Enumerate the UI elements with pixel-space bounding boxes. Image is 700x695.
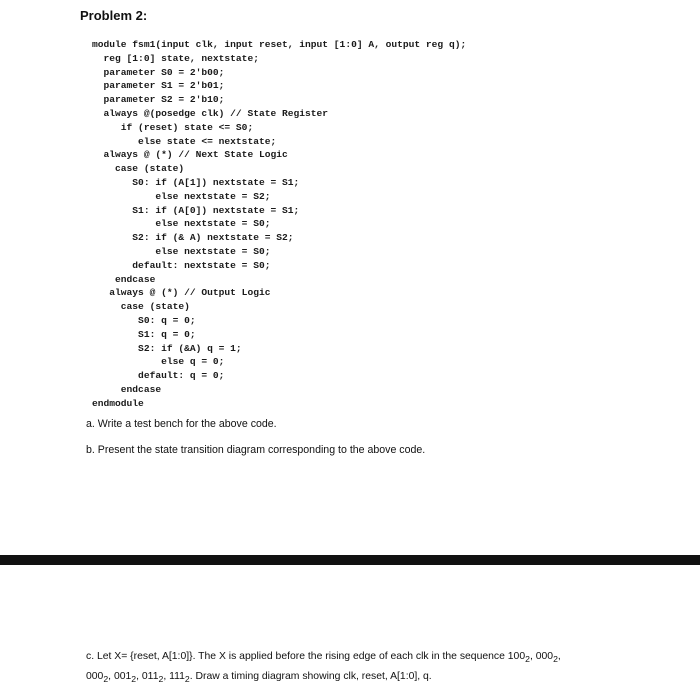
code-line: module fsm1(input clk, input reset, input [1:0] A, output reg q); (92, 39, 467, 50)
sequence-value: 100 (507, 651, 526, 662)
code-line: always @(posedge clk) // State Register (92, 107, 329, 119)
base-subscript: 2 (184, 674, 190, 685)
code-line: reg [1:0] state, nextstate; (92, 52, 259, 64)
code-line: S1: q = 0; (92, 328, 196, 340)
code-line: case (state) (92, 163, 185, 175)
separator: , (529, 651, 536, 662)
code-line: else nextstate = S0; (92, 245, 271, 257)
code-line: else q = 0; (92, 356, 225, 368)
code-line: case (state) (92, 301, 190, 313)
question-c-tail: . Draw a timing diagram showing clk, reset, A[1:0], q. (189, 671, 432, 683)
code-line: default: q = 0; (92, 370, 225, 382)
sequence-value: 000 (86, 671, 104, 683)
separator: , (557, 651, 561, 662)
code-line: endmodule (92, 397, 144, 409)
section-divider (0, 555, 700, 565)
code-line: else state <= nextstate; (92, 135, 277, 147)
question-c-intro: c. Let X= {reset, A[1:0]}. The X is applied before the rising edge of each clk in the sequence (86, 651, 508, 662)
code-line: S0: if (A[1]) nextstate = S1; (92, 176, 300, 188)
code-line: else nextstate = S0; (92, 218, 271, 230)
code-line: else nextstate = S2; (92, 190, 271, 202)
base-subscript: 2 (158, 674, 164, 685)
question-a: a. Write a test bench for the above code. (86, 418, 277, 430)
code-line: always @ (*) // Output Logic (92, 287, 271, 299)
code-line: endcase (92, 383, 162, 395)
code-line: S0: q = 0; (92, 314, 196, 326)
verilog-code-block (92, 38, 652, 411)
separator: , (163, 671, 170, 683)
code-line: parameter S0 = 2'b00; (92, 66, 225, 78)
base-subscript: 2 (131, 674, 137, 685)
sequence-value: 000 (535, 651, 554, 662)
separator: , (108, 671, 114, 683)
sequence-value: 111 (169, 671, 185, 683)
code-line: S1: if (A[0]) nextstate = S1; (92, 204, 300, 216)
code-line: always @ (*) // Next State Logic (92, 149, 288, 161)
base-subscript: 2 (525, 654, 530, 665)
sequence-value: 011 (141, 671, 159, 683)
code-line: S2: if (&A) q = 1; (92, 342, 242, 354)
code-line: S2: if (& A) nextstate = S2; (92, 232, 294, 244)
code-line: parameter S2 = 2'b10; (92, 94, 225, 106)
base-subscript: 2 (553, 654, 558, 665)
base-subscript: 2 (103, 674, 109, 685)
code-line: endcase (92, 273, 156, 285)
question-c (86, 648, 666, 688)
question-b: b. Present the state transition diagram corresponding to the above code. (86, 444, 426, 456)
separator: , (136, 671, 142, 683)
problem-title: Problem 2: (80, 8, 148, 23)
sequence-value: 001 (113, 671, 132, 683)
code-line: parameter S1 = 2'b01; (92, 80, 225, 92)
code-line: if (reset) state <= S0; (92, 121, 254, 133)
code-line: default: nextstate = S0; (92, 259, 271, 271)
